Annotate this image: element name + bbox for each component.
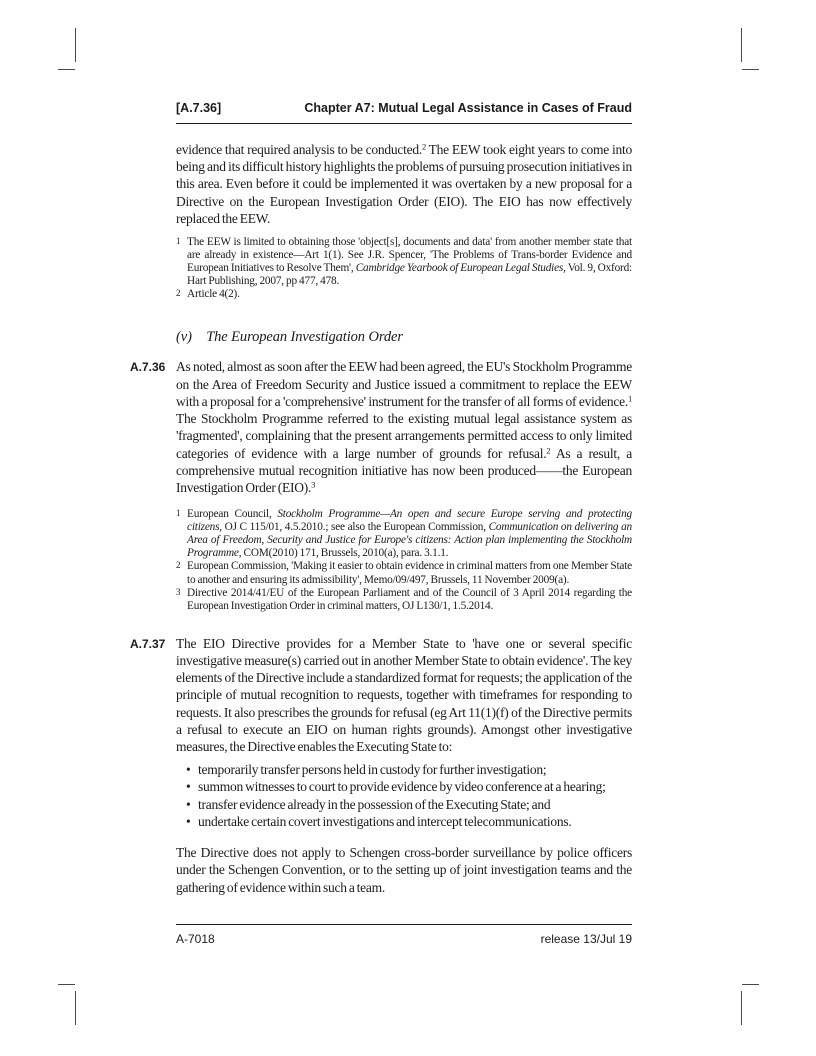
footnote-number: 2 bbox=[176, 560, 181, 571]
footnote-text: The EEW is limited to obtaining those 'object[s], documents and data' from another member state that are already in existence—Art 1(1). See J.R. Spencer, 'The Problems of Trans-border Evidence and European Initiatives to Resolve Them', Cambridge Yearbook of European Legal Studies, Vol. 9, Oxford: Hart Publishing, 2007, pp 477, 478. bbox=[187, 236, 632, 288]
page-content bbox=[130, 123, 633, 896]
paragraph-a737 bbox=[130, 635, 632, 755]
crop-mark-top-right-vertical bbox=[741, 28, 742, 62]
footnote-text: Article 4(2). bbox=[187, 288, 240, 301]
footnote-number: 2 bbox=[176, 288, 181, 299]
footnote bbox=[176, 508, 632, 560]
crop-mark-bottom-right-vertical bbox=[741, 991, 742, 1025]
bullet-list bbox=[176, 761, 632, 830]
list-item-text: summon witnesses to court to provide evidence by video conference at a hearing; bbox=[198, 779, 606, 795]
header-chapter-title: Chapter A7: Mutual Legal Assistance in Cases of Fraud bbox=[304, 101, 632, 115]
list-item bbox=[176, 761, 632, 778]
footnote bbox=[176, 560, 632, 586]
page-header bbox=[176, 101, 632, 124]
footnote bbox=[176, 587, 632, 613]
bullet-icon: • bbox=[186, 813, 191, 829]
footnote-text: European Commission, 'Making it easier to obtain evidence in criminal matters from one Member State to another and ensuring its admissibility', Memo/09/497, Brussels, 11 November 2009(a). bbox=[187, 560, 632, 586]
list-item-text: undertake certain covert investigations and intercept telecommunications. bbox=[198, 813, 572, 829]
paragraph-a736 bbox=[130, 358, 632, 496]
paragraph-a737-text: The EIO Directive provides for a Member State to 'have one or several specific investigative measure(s) carried out in another Member State to obtain evidence'. The key elements of the Directive include a standardized format for requests; the application of the principle of mutual recognition to requests, together with timeframes for responding to requests. It also prescribes the grounds for refusal (eg Art 11(1)(f) of the Directive permits a refusal to execute an EIO on human rights grounds). Amongst other investigative measures, the Directive enables the Executing State to: bbox=[176, 635, 632, 755]
paragraph-number: A.7.37 bbox=[130, 636, 166, 651]
footnote-text: European Council, Stockholm Programme—An open and secure Europe serving and protecting citizens, OJ C 115/01, 4.5.2010.; see also the European Commission, Communication on delivering an Area of Freedom, Security and Justice for Europe's citizens: Action plan implementing the Stockholm Programme, COM(2010) 171, Brussels, 2010(a), para. 3.1.1. bbox=[187, 508, 633, 560]
bullet-icon: • bbox=[186, 779, 191, 795]
crop-mark-top-left-vertical bbox=[75, 28, 76, 62]
bullet-icon: • bbox=[186, 796, 191, 812]
footnote-number: 1 bbox=[176, 236, 181, 247]
header-section-label: [A.7.36] bbox=[176, 101, 222, 115]
footer-page-number: A-7018 bbox=[176, 932, 215, 946]
list-item-text: transfer evidence already in the possession of the Executing State; and bbox=[198, 796, 551, 812]
list-item bbox=[176, 813, 632, 830]
section-heading: (v) The European Investigation Order bbox=[176, 329, 403, 346]
footnote bbox=[176, 288, 632, 301]
footnote-number: 1 bbox=[176, 508, 181, 519]
list-item bbox=[176, 778, 632, 795]
footnote-number: 3 bbox=[176, 586, 181, 597]
intro-paragraph: evidence that required analysis to be conducted.$^2$ The EEW took eight years to come into being and its difficult history highlights the problems of pursuing prosecution initiatives in this area. Even before it could be implemented it was overtaken by a new proposal for a Directive on the European Investigation Order (EIO). The EIO has now effectively replaced the EEW. bbox=[176, 141, 632, 226]
footnote-text: Directive 2014/41/EU of the European Parliament and of the Council of 3 April 2014 regarding the European Investigation Order in criminal matters, OJ L130/1, 1.5.2014. bbox=[187, 586, 632, 612]
crop-mark-top-left-horizontal bbox=[58, 69, 75, 70]
list-item-text: temporarily transfer persons held in custody for further investigation; bbox=[198, 762, 547, 778]
footnote bbox=[176, 236, 632, 288]
footnote-group-2 bbox=[176, 508, 632, 613]
paragraph-number: A.7.36 bbox=[130, 360, 166, 375]
crop-mark-bottom-left-vertical bbox=[75, 991, 76, 1025]
bullet-icon: • bbox=[186, 762, 191, 778]
page-footer bbox=[176, 924, 632, 946]
crop-mark-top-right-horizontal bbox=[742, 69, 759, 70]
closing-paragraph: The Directive does not apply to Schengen cross-border surveillance by police officers under the Schengen Convention, or to the setting up of joint investigation teams and the gathering of evidence within such a team. bbox=[176, 845, 632, 895]
crop-mark-bottom-left-horizontal bbox=[58, 984, 75, 985]
footnote-group-1 bbox=[176, 236, 632, 301]
list-item bbox=[176, 796, 632, 813]
crop-mark-bottom-right-horizontal bbox=[742, 984, 759, 985]
footer-release-info: release 13/Jul 19 bbox=[540, 932, 632, 946]
paragraph-a736-text: As noted, almost as soon after the EEW had been agreed, the EU's Stockholm Programme on the Area of Freedom Security and Justice issued a commitment to replace the EEW with a proposal for a 'comprehensive' instrument for the transfer of all forms of evidence.$^1$ The Stockholm Programme referred to the existing mutual legal assistance system as 'fragmented', complaining that the present arrangements permitted access to only limited categories of evidence with a large number of grounds for refusal.$^2$ As a result, a comprehensive mutual recognition initiative has now been produced——the European Investigation Order (EIO).$^3$ bbox=[176, 359, 632, 495]
